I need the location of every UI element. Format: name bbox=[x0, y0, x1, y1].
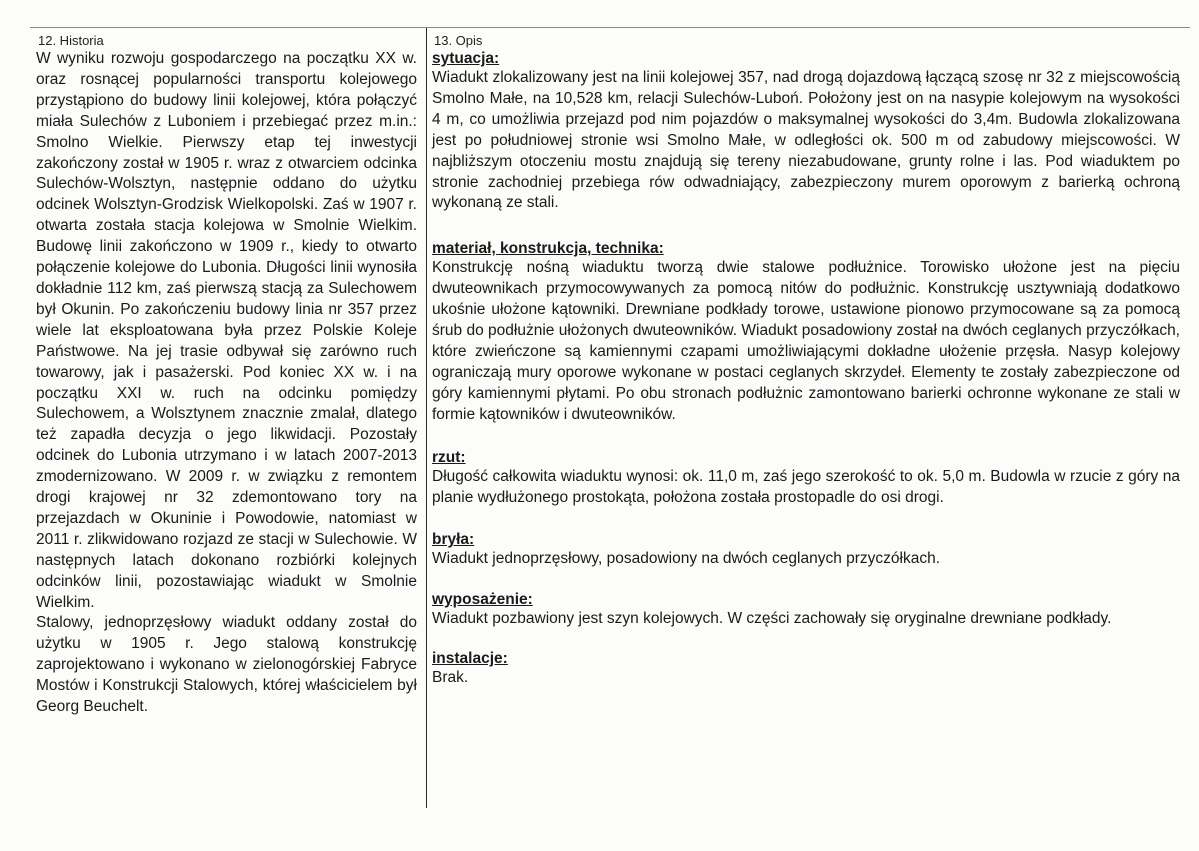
top-rule bbox=[30, 27, 1190, 28]
section-text: Długość całkowita wiaduktu wynosi: ok. 11,0 m, zaś jego szerokość to ok. 5,0 m. Budowla w rzucie z góry na planie wydłużonego prostokąta, położona została prostopadle do osi drogi. bbox=[432, 467, 1180, 506]
section-title: bryła: bbox=[432, 531, 475, 549]
section-text: Brak. bbox=[432, 669, 469, 687]
description-column bbox=[432, 30, 1180, 689]
history-paragraph: Stalowy, jednoprzęsłowy wiadukt oddany został do użytku w 1905 r. Jego stalową konstrukcję zaprojektowano i wykonano w zielonogórskiej Fabryce Mostów i Konstrukcji Stalowych, której właścicielem był Georg Beuchelt. bbox=[36, 614, 417, 716]
section-material bbox=[432, 239, 1180, 425]
column-divider bbox=[426, 28, 427, 808]
section-text: Wiadukt jednoprzęsłowy, posadowiony na dwóch ceglanych przyczółkach. bbox=[432, 550, 941, 568]
section-text: Wiadukt pozbawiony jest szyn kolejowych. W części zachowały się oryginalne drewniane podkłady. bbox=[432, 610, 1112, 628]
section-installations bbox=[432, 649, 1180, 689]
section-title: wyposażenie: bbox=[432, 591, 533, 609]
history-column bbox=[36, 30, 417, 718]
history-heading: 12. Historia bbox=[38, 33, 104, 48]
section-form bbox=[432, 530, 1180, 570]
section-title: materiał, konstrukcja, technika: bbox=[432, 240, 664, 258]
section-text: Wiadukt zlokalizowany jest na linii kolejowej 357, nad drogą dojazdową łączącą szosę nr 32 z miejscowością Smolno Małe, na 10,528 km, relacji Sulechów-Luboń. Położony jest on na nasypie kolejowym na wysokości 4 m, co umożliwia przejazd pod nim pojazdów o maksymalnej wysokości do 3,4m. Budowla zlokalizowana jest po południowej stronie wsi Smolno Małe, w odległości ok. 500 m od zabudowy miejscowości. W najbliższym otoczeniu mostu znajdują się tereny niezabudowane, grunty rolne i las. Pod wiaduktem po stronie zachodniej przebiega rów odwadniający, zabezpieczony murem oporowym z barierką ochroną wykonaną ze stali. bbox=[432, 69, 1180, 212]
section-text: Konstrukcję nośną wiaduktu tworzą dwie stalowe podłużnice. Torowisko ułożone jest na pięciu dwuteownikach przymocowywanych za pomocą nitów do podłużnic. Konstrukcję usztywniają dodatkowo ukośnie ułożone kątowniki. Drewniane podkłady torowe, ustawione pionowo przymocowane są za pomocą śrub do podłużnie ułożonych dwuteowników. Wiadukt posadowiony został na dwóch ceglanych przyczółkach, które zwieńczone są kamiennymi czapami umożliwiającymi dokładne ułożenie przęsła. Nasyp kolejowy ograniczają mury oporowe wykonane w postaci ceglanych skrzydeł. Elementy te zostały zabezpieczone od góry kamiennymi płytami. Po obu stronach podłużnic zamontowano barierki ochronne wykonane ze stali w formie kątowników i dwuteowników. bbox=[432, 259, 1180, 423]
section-equipment bbox=[432, 590, 1180, 630]
section-title: rzut: bbox=[432, 448, 466, 466]
section-situation bbox=[432, 49, 1180, 214]
section-title: sytuacja: bbox=[432, 50, 500, 67]
description-heading: 13. Opis bbox=[434, 33, 483, 48]
section-title: instalacje: bbox=[432, 650, 508, 668]
section-plan bbox=[432, 448, 1180, 509]
history-paragraph: W wyniku rozwoju gospodarczego na początku XX w. oraz rosnącej popularności transportu kolejowego przystąpiono do budowy linii kolejowej, która połączyć miała Sulechów z Luboniem i przebiegać przez m.in.: Smolno Wielkie. Pierwszy etap tej inwestycji zakończony został w 1905 r. wraz z otwarciem odcinka Sulechów-Wolsztyn, następnie oddano do użytku odcinek Wolsztyn-Grodzisk Wielkopolski. Zaś w 1907 r. otwarta została stacja kolejowa w Smolnie Wielkim. Budowę linii zakończono w 1909 r., kiedy to otwarto połączenie kolejowe do Lubonia. Długości linii wynosiła dokładnie 112 km, zaś pierwszą stacją za Sulechowem był Okunin. Po zakończeniu budowy linia nr 357 przez wiele lat eksploatowana była przez Polskie Koleje Państwowe. Na jej trasie odbywał się zarówno ruch towarowy, jak i pasażerski. Pod koniec XX w. i na początku XXI w. ruch na odcinku pomiędzy Sulechowem, a Wolsztynem znacznie zmalał, dlatego też zapadła decyzja o jego likwidacji. Pozostały odcinek do Lubonia utrzymano i w latach 2007-2013 zmodernizowano. W 2009 r. w związku z remontem drogi krajowej nr 32 zdemontowano tory na przejazdach w Okuninie i Powodowie, natomiast w 2011 r. zlikwidowano rozjazd ze stacji w Sulechowie. W następnych latach dokonano rozbiórki kolejnych odcinków linii, pozostawiając wiadukt w Smolnie Wielkim. bbox=[36, 50, 417, 611]
